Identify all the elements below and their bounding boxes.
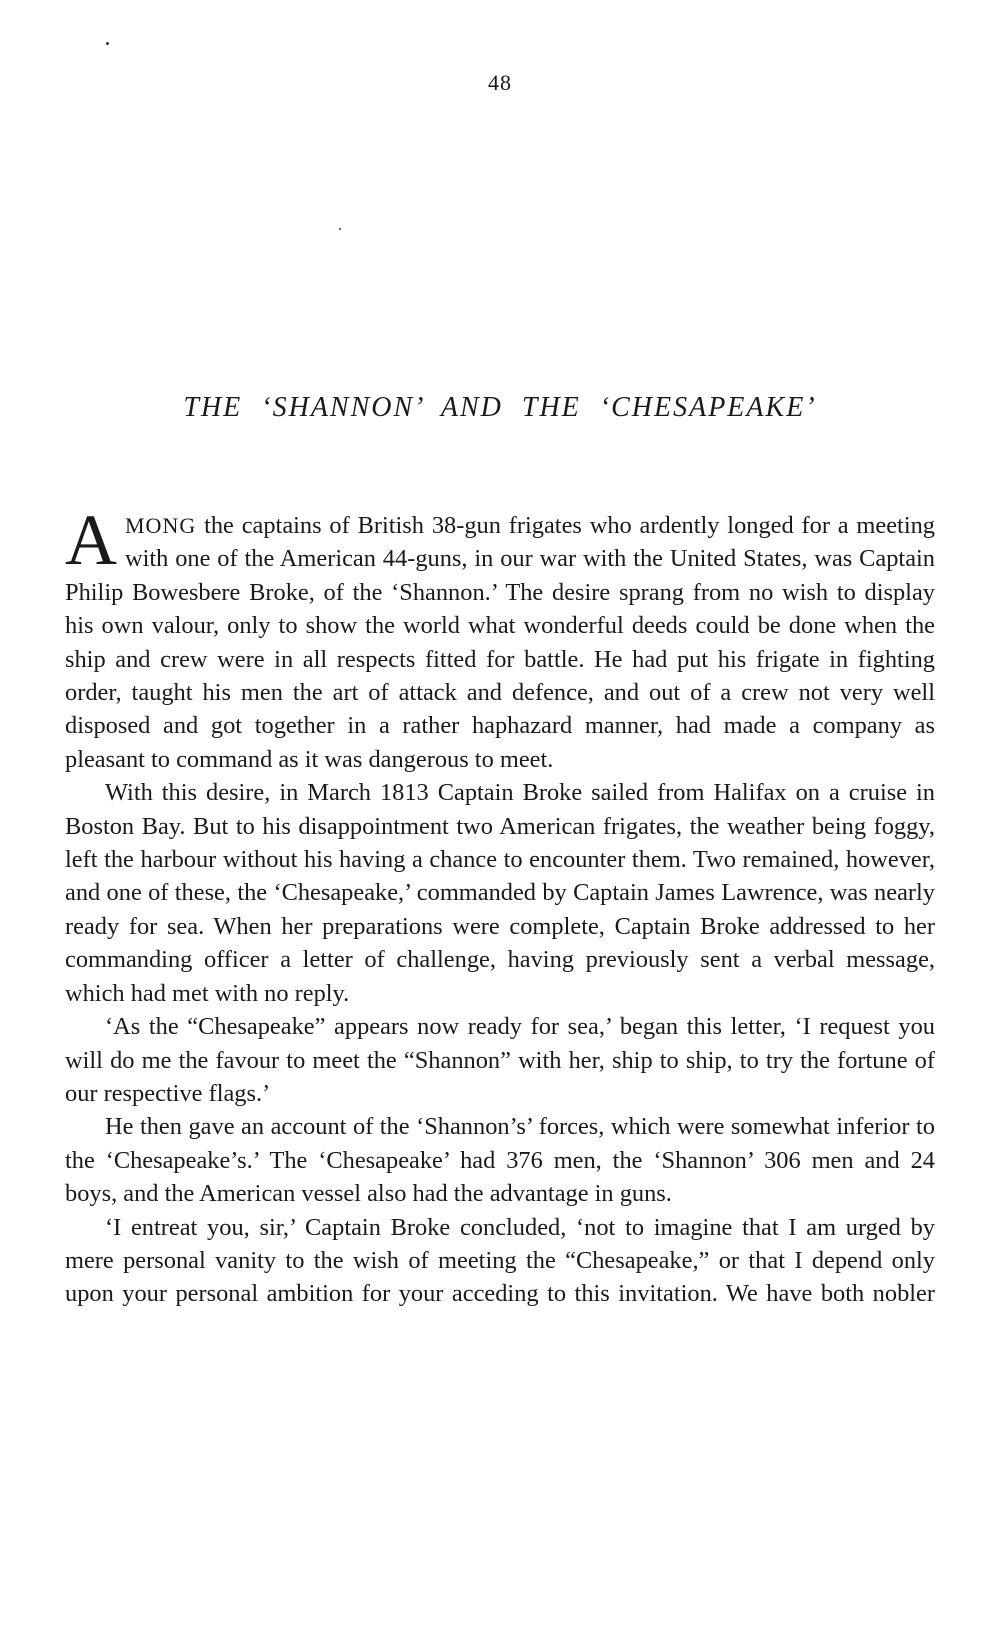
paragraph-text: the captains of British 38-gun frigates who ardently longed for a meeting with one of the American 44-guns, in our war with the United States, was Captain Philip Bowesbere Broke, of the ‘Shannon.’ The desire sprang from no wish to display his own valour, only to show the world what wonderful deeds could be done when the ship and crew were in all respects fitted for battle. He had put his frigate in fighting order, taught his men the art of attack and defence, and out of a crew not very well disposed and got together in a rather haphazard manner, had made a company as pleasant to command as it was dangerous to meet.	[65, 512, 935, 773]
paragraph	[65, 500, 935, 776]
paragraph: ‘I entreat you, sir,’ Captain Broke concluded, ‘not to imagine that I am urged by mere personal vanity to the wish of meeting the “Chesapeake,” or that I depend only upon your personal ambition for your acceding to this invitation. We have both nobler	[65, 1213, 935, 1308]
body-text	[65, 500, 935, 1311]
chapter-title: THE ‘SHANNON’ AND THE ‘CHESAPEAKE’	[183, 392, 817, 423]
page-number: 48	[488, 70, 512, 95]
opening-word: MONG	[125, 513, 197, 538]
paragraph: With this desire, in March 1813 Captain Broke sailed from Halifax on a cruise in Boston Bay. But to his disappointment two American frigates, the weather being foggy, left the harbour without his having a chance to encounter them. Two remained, however, and one of these, the ‘Chesapeake,’ commanded by Captain James Lawrence, was nearly ready for sea. When her preparations were complete, Captain Broke addressed to her commanding officer a letter of challenge, having previously sent a verbal message, which had met with no reply.	[65, 779, 935, 1007]
paragraph: ‘As the “Chesapeake” appears now ready for sea,’ began this letter, ‘I request you will do me the favour to meet the “Shannon” with her, ship to ship, to try the fortune of our respective flags.’	[65, 1013, 935, 1107]
ink-speck	[339, 228, 341, 230]
ink-speck	[106, 42, 109, 45]
paragraph: He then gave an account of the ‘Shannon’s’ forces, which were somewhat inferior to the ‘Chesapeake’s.’ The ‘Chesapeake’ had 376 men, the ‘Shannon’ 306 men and 24 boys, and the American vessel also had the advantage in guns.	[65, 1113, 935, 1208]
drop-cap: A	[65, 500, 117, 580]
